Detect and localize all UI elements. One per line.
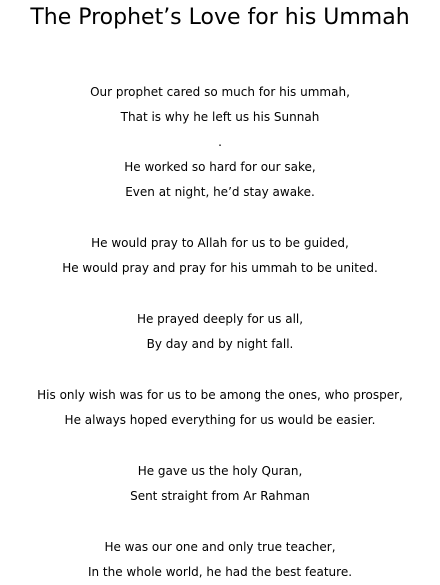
poem-line: Sent straight from Ar Rahman bbox=[130, 489, 310, 503]
stanza-gap bbox=[0, 433, 440, 459]
poem-line: That is why he left us his Sunnah bbox=[120, 110, 320, 124]
poem-line: He always hoped everything for us would be easier. bbox=[64, 413, 376, 427]
poem-line: He worked so hard for our sake, bbox=[124, 160, 316, 174]
poem-line: His only wish was for us to be among the ones, who prosper, bbox=[37, 388, 403, 402]
stanza-1 bbox=[0, 80, 440, 205]
poem-line: He gave us the holy Quran, bbox=[137, 464, 303, 478]
poem-line: He was our one and only true teacher, bbox=[104, 540, 336, 554]
stanza-gap bbox=[0, 357, 440, 383]
stanza-gap bbox=[0, 509, 440, 535]
poem-line: He would pray to Allah for us to be guided, bbox=[91, 236, 349, 250]
stanza-4 bbox=[0, 383, 440, 433]
poem-line: . bbox=[218, 135, 222, 149]
stanza-3 bbox=[0, 307, 440, 357]
stanza-6 bbox=[0, 535, 440, 585]
stanza-gap bbox=[0, 205, 440, 231]
poem-line: He prayed deeply for us all, bbox=[136, 312, 304, 326]
stanza-gap bbox=[0, 281, 440, 307]
poem-line: He would pray and pray for his ummah to be united. bbox=[62, 261, 378, 275]
poem-line: Our prophet cared so much for his ummah, bbox=[90, 85, 350, 99]
poem-line: By day and by night fall. bbox=[146, 337, 294, 351]
poem-body bbox=[0, 80, 440, 585]
stanza-2 bbox=[0, 231, 440, 281]
stanza-5 bbox=[0, 459, 440, 509]
poem-title: The Prophet’s Love for his Ummah bbox=[30, 5, 410, 30]
poem-line: In the whole world, he had the best feature. bbox=[87, 565, 353, 579]
poem-line: Even at night, he’d stay awake. bbox=[125, 185, 315, 199]
